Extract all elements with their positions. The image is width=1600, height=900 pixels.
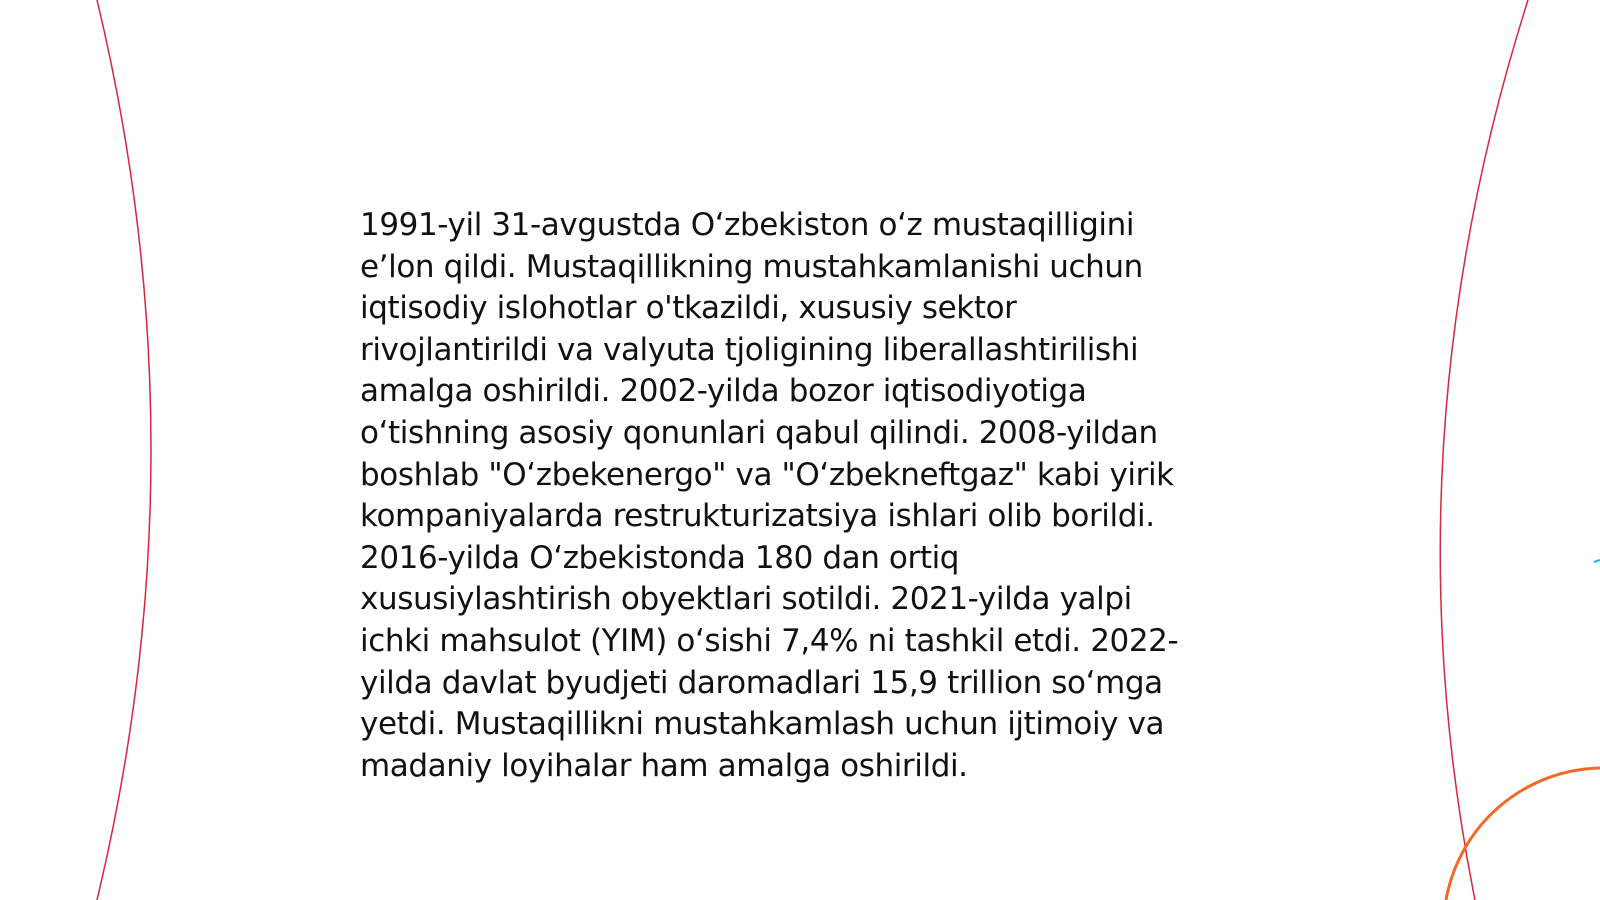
right-red-arc	[1440, 0, 1528, 900]
left-red-arc	[97, 0, 151, 900]
body-paragraph: 1991-yil 31-avgustda O‘zbekiston o‘z mustaqilligini e’lon qildi. Mustaqillikning mustahkamlanishi uchun iqtisodiy islohotlar o'tkazildi, xususiy sektor rivojlantirildi va valyuta tjoligining liberallashtirilishi amalga oshirildi. 2002-yilda bozor iqtisodiyotiga o‘tishning asosiy qonunlari qabul qilindi. 2008-yildan boshlab "O‘zbekenergo" va "O‘zbekneftgaz" kabi yirik kompaniyalarda restrukturizatsiya ishlari olib borildi. 2016-yilda O‘zbekistonda 180 dan ortiq xususiylashtirish obyektlari sotildi. 2021-yilda yalpi ichki mahsulot (YIM) o‘sishi 7,4% ni tashkil etdi. 2022- yilda davlat byudjeti daromadlari 15,9 trillion so‘mga yetdi. Mustaqillikni mustahkamlash uchun ijtimoiy va madaniy loyihalar ham amalga oshirildi.	[360, 207, 1179, 784]
teal-accent-mark	[1594, 560, 1600, 562]
orange-circle-arc	[1446, 768, 1600, 900]
